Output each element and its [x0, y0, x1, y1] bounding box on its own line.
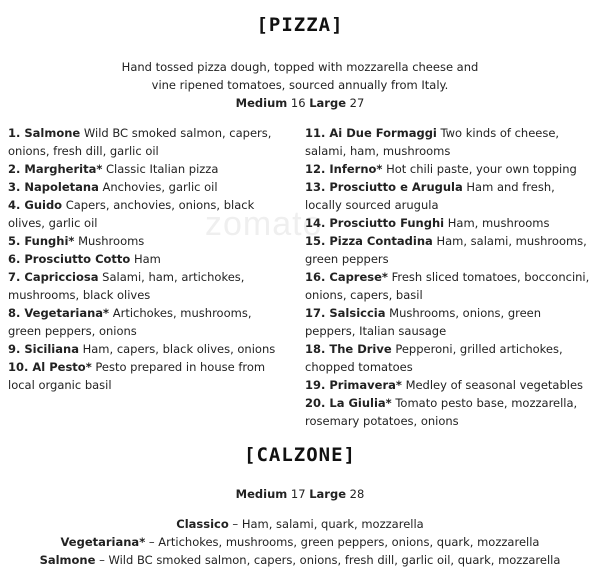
menu-item-name: 20. La Giulia* [305, 396, 392, 410]
menu-item-desc: Ham and fresh, locally sourced arugula [305, 180, 555, 212]
menu-item-desc: Ham, capers, black olives, onions [82, 342, 276, 356]
calzone-section-title: [CALZONE] [244, 444, 356, 466]
calzone-item-name: Vegetariana* [60, 535, 146, 549]
calzone-item-desc: – Artichokes, mushrooms, green peppers, onions, quark, mozzarella [148, 535, 540, 549]
menu-item-desc: Anchovies, garlic oil [102, 180, 218, 194]
pizza-intro-line-1: Hand tossed pizza dough, topped with mozzarella cheese and [121, 60, 479, 74]
calzone-large-price: 28 [349, 487, 365, 501]
menu-item-name: 8. Vegetariana* [8, 306, 110, 320]
pizza-intro-line-2: vine ripened tomatoes, sourced annually from Italy. [151, 78, 449, 92]
menu-item [305, 340, 595, 376]
menu-item [305, 268, 595, 304]
pizza-sizes [0, 94, 600, 112]
menu-item-desc: Classic Italian pizza [106, 162, 219, 176]
pizza-list-right [305, 124, 595, 430]
menu-item-desc: Wild BC smoked salmon, capers, onions, fresh dill, garlic oil [8, 126, 272, 158]
menu-item [8, 160, 288, 178]
calzone-item-desc: – Wild BC smoked salmon, capers, onions, fresh dill, garlic oil, quark, mozzarella [99, 553, 561, 567]
menu-item-desc: Two kinds of cheese, salami, ham, mushrooms [305, 126, 560, 158]
menu-item-desc: Mushrooms [78, 234, 145, 248]
menu-item-desc: Mushrooms, onions, green peppers, Italian sausage [305, 306, 542, 338]
calzone-large-label: Large [309, 487, 347, 501]
menu-item [8, 340, 288, 358]
menu-item-desc: Ham [133, 252, 161, 266]
menu-item-desc: Salami, ham, artichokes, mushrooms, black olives [8, 270, 245, 302]
menu-item-desc: Ham, salami, mushrooms, green peppers [305, 234, 587, 266]
calzone-medium-label: Medium [235, 487, 288, 501]
calzone-medium-price: 17 [290, 487, 306, 501]
menu-item-name: 17. Salsiccia [305, 306, 386, 320]
pizza-large-price: 27 [349, 96, 365, 110]
menu-item [305, 232, 595, 268]
menu-item-name: 7. Capricciosa [8, 270, 99, 284]
menu-item-desc: Capers, anchovies, onions, black olives, garlic oil [8, 198, 255, 230]
menu-item-name: 5. Funghi* [8, 234, 75, 248]
calzone-item [0, 533, 600, 551]
menu-item [305, 214, 595, 232]
calzone-item [0, 515, 600, 533]
watermark: zomato [205, 205, 323, 243]
menu-item [8, 178, 288, 196]
menu-item-name: 18. The Drive [305, 342, 392, 356]
menu-item-desc: Pesto prepared in house from local organic basil [8, 360, 266, 392]
menu-item-desc: Artichokes, mushrooms, green peppers, onions [8, 306, 252, 338]
menu-item-name: 12. Inferno* [305, 162, 383, 176]
calzone-item-name: Classico [176, 517, 229, 531]
menu-item-desc: Pepperoni, grilled artichokes, chopped tomatoes [305, 342, 563, 374]
menu-item-name: 10. Al Pesto* [8, 360, 92, 374]
calzone-sizes [0, 485, 600, 503]
menu-item-desc: Fresh sliced tomatoes, bocconcini, onions, capers, basil [305, 270, 590, 302]
menu-item [305, 124, 595, 160]
menu-item [305, 394, 595, 430]
pizza-medium-price: 16 [290, 96, 306, 110]
menu-item [8, 232, 288, 250]
menu-item [305, 376, 595, 394]
pizza-list-left [8, 124, 288, 394]
menu-item-desc: Ham, mushrooms [447, 216, 550, 230]
menu-item-name: 9. Siciliana [8, 342, 79, 356]
menu-item [305, 160, 595, 178]
pizza-large-label: Large [309, 96, 347, 110]
menu-item-name: 15. Pizza Contadina [305, 234, 433, 248]
menu-item [8, 304, 288, 340]
menu-item-name: 16. Caprese* [305, 270, 388, 284]
calzone-item [0, 551, 600, 569]
menu-item-name: 11. Ai Due Formaggi [305, 126, 437, 140]
menu-item-name: 14. Prosciutto Funghi [305, 216, 445, 230]
menu-item [8, 250, 288, 268]
pizza-intro [0, 58, 600, 112]
menu-item-name: 13. Prosciutto e Arugula [305, 180, 463, 194]
menu-item-desc: Hot chili paste, your own topping [386, 162, 577, 176]
menu-item-name: 1. Salmone [8, 126, 81, 140]
pizza-section-title: [PIZZA] [256, 14, 344, 36]
menu-item [8, 268, 288, 304]
menu-item-name: 6. Prosciutto Cotto [8, 252, 131, 266]
pizza-medium-label: Medium [235, 96, 288, 110]
calzone-item-desc: – Ham, salami, quark, mozzarella [232, 517, 424, 531]
menu-item [8, 124, 288, 160]
menu-item [305, 178, 595, 214]
menu-item [8, 196, 288, 232]
menu-item-name: 19. Primavera* [305, 378, 402, 392]
calzone-item-name: Salmone [39, 553, 96, 567]
menu-item-name: 2. Margherita* [8, 162, 103, 176]
menu-item-desc: Tomato pesto base, mozzarella, rosemary potatoes, onions [305, 396, 578, 428]
menu-item-name: 4. Guido [8, 198, 63, 212]
menu-item-desc: Medley of seasonal vegetables [405, 378, 584, 392]
menu-item-name: 3. Napoletana [8, 180, 99, 194]
menu-item [305, 304, 595, 340]
menu-item [8, 358, 288, 394]
